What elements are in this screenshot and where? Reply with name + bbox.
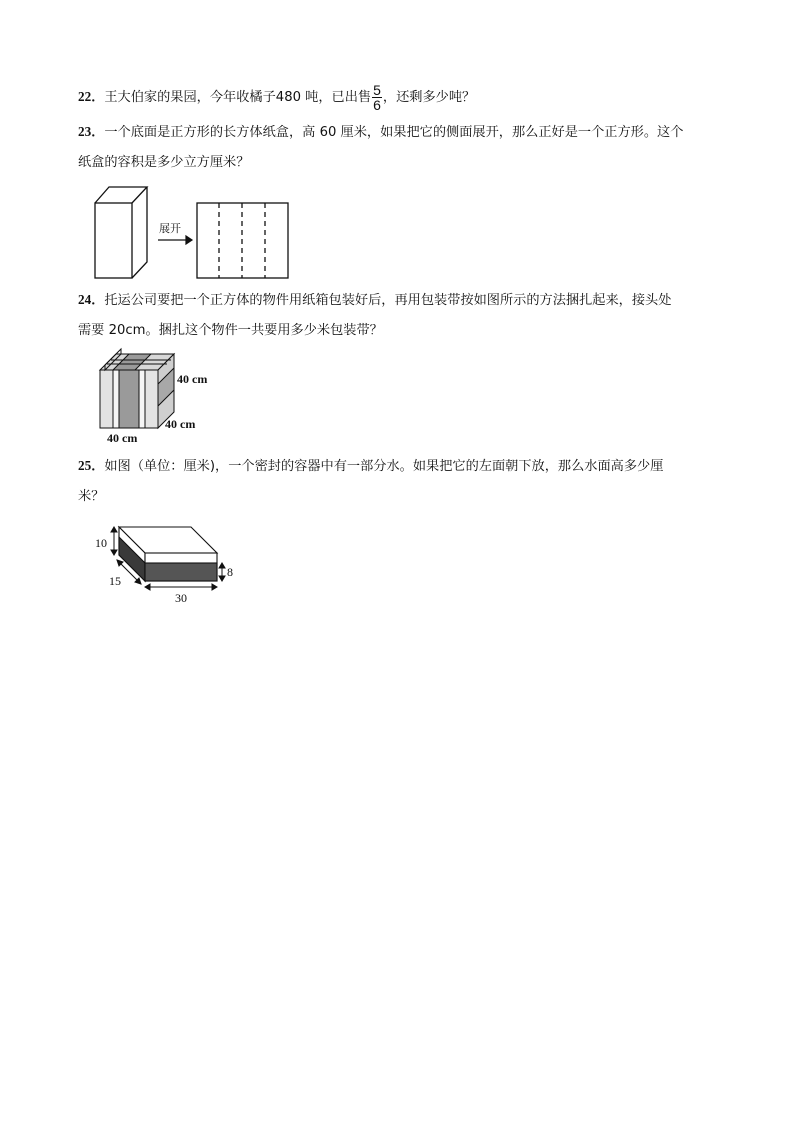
- box-3d: [95, 187, 147, 278]
- question-number: 24．: [78, 292, 105, 307]
- label-width: 40 cm: [107, 431, 138, 445]
- question-text: 王大伯家的果园，今年收橘子480 吨，已出售: [104, 90, 372, 105]
- label-water: 8: [227, 565, 233, 579]
- label-length: 30: [175, 591, 187, 605]
- question-23: [78, 117, 748, 178]
- question-text-line1: 如图（单位：厘米)，一个密封的容器中有一部分水。如果把它的左面朝下放，那么水面高多少厘: [104, 459, 664, 474]
- unfolded-net: [197, 203, 288, 278]
- question-number: 22．: [78, 89, 105, 104]
- question-number: 23．: [78, 124, 105, 139]
- fraction-denominator: 6: [373, 96, 381, 113]
- question-text-line2: 需要 20cm。捆扎这个物件一共要用多少米包装带？: [78, 323, 383, 338]
- label-depth: 40 cm: [165, 417, 196, 431]
- question-text-line2: 米？: [78, 489, 105, 504]
- label-height: 40 cm: [177, 372, 208, 386]
- question-text-end: ，还剩多少吨？: [382, 90, 476, 105]
- question-number: 25．: [78, 458, 105, 473]
- label-height: 10: [95, 536, 107, 550]
- label-depth: 15: [109, 574, 121, 588]
- arrow-right-icon: [158, 236, 192, 244]
- q23-figure: [90, 183, 300, 283]
- fraction-numerator: 5: [373, 81, 381, 98]
- question-25: [78, 451, 748, 512]
- q24-figure: [95, 350, 235, 450]
- q25-figure: [95, 520, 245, 610]
- package-box: [100, 349, 174, 428]
- question-text-line2: 纸盒的容积是多少立方厘米？: [78, 155, 250, 170]
- dim-water: [219, 563, 225, 581]
- dim-height: [111, 527, 117, 555]
- arrow-label: 展开: [159, 222, 181, 235]
- question-text-line1: 托运公司要把一个正方体的物件用纸箱包装好后，再用包装带按如图所示的方法捆扎起来，接头处: [104, 293, 672, 308]
- container: [119, 527, 217, 581]
- question-22: [78, 82, 748, 113]
- question-24: [78, 285, 748, 346]
- fraction: [372, 83, 382, 112]
- question-text-line1: 一个底面是正方形的长方体纸盒，高 60 厘米，如果把它的侧面展开，那么正好是一个正方形。这个: [104, 125, 684, 140]
- dim-length: [145, 584, 217, 590]
